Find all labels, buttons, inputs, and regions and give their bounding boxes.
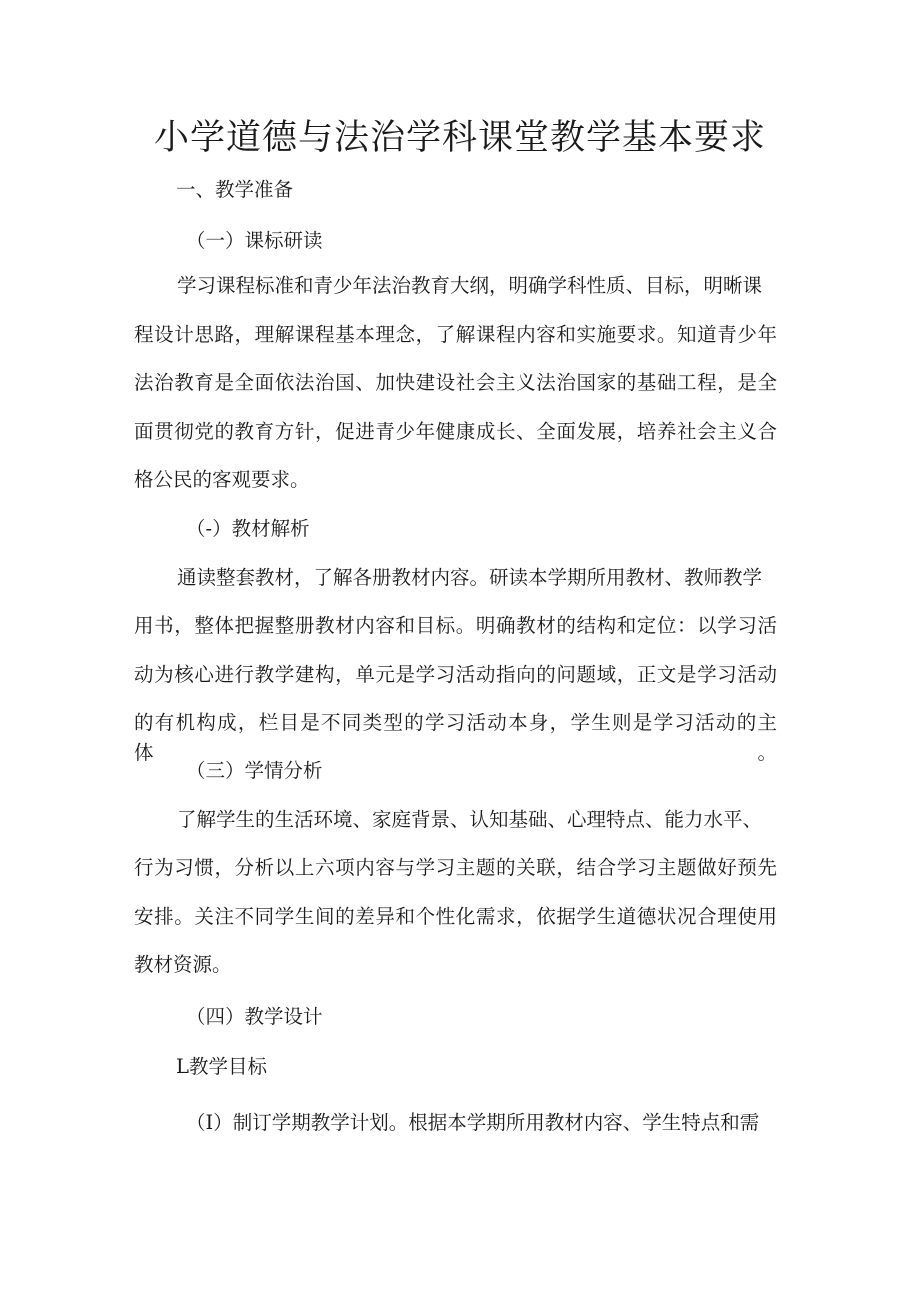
paragraph-1-line-1: 学习课程标准和青少年法治教育大纲，明确学科性质、目标，明晰课 — [177, 274, 763, 297]
subsection-heading-4: （四）教学设计 — [186, 1005, 323, 1028]
paragraph-1-line-3: 法治教育是全面依法治国、加快建设社会主义法治国家的基础工程，是全 — [134, 371, 777, 394]
paragraph-2-line-4: 的有机构成，栏目是不同类型的学习活动本身，学生则是学习活动的主体。 — [134, 711, 777, 764]
document-title: 小学道德与法治学科课堂教学基本要求 — [153, 118, 766, 158]
subsection-heading-2: （-）教材解析 — [186, 517, 310, 540]
section-heading-1: 一、教学准备 — [176, 178, 294, 201]
paragraph-3-line-4: 教材资源。 — [134, 953, 232, 976]
paragraph-1-line-5: 格公民的客观要求。 — [134, 468, 310, 491]
subsection-heading-3: （三）学情分析 — [186, 759, 323, 782]
list-item-text: （I）制订学期教学计划。根据本学期所用教材内容、学生特点和需 — [186, 1111, 760, 1134]
paragraph-2-line-2: 用书，整体把握整册教材内容和目标。明确教材的结构和定位：以学习活 — [134, 614, 777, 637]
list-item-heading: L教学目标 — [176, 1055, 267, 1078]
subsection-heading-1: （一）课标研读 — [186, 229, 323, 252]
paragraph-1-line-2: 程设计思路，理解课程基本理念，了解课程内容和实施要求。知道青少年 — [134, 323, 777, 346]
paragraph-3-line-1: 了解学生的生活环境、家庭背景、认知基础、心理特点、能力水平、 — [177, 808, 763, 831]
paragraph-3-line-2: 行为习惯，分析以上六项内容与学习主题的关联，结合学习主题做好预先 — [134, 856, 777, 879]
paragraph-2-line-1: 通读整套教材，了解各册教材内容。研读本学期所用教材、教师教学 — [177, 566, 763, 589]
paragraph-1-line-4: 面贯彻党的教育方针，促进青少年健康成长、全面发展，培养社会主义合 — [134, 420, 777, 443]
paragraph-3-line-3: 安排。关注不同学生间的差异和个性化需求，依据学生道德状况合理使用 — [134, 905, 777, 928]
paragraph-2-line-3: 动为核心进行教学建构，单元是学习活动指向的问题域，正文是学习活动 — [134, 663, 777, 686]
